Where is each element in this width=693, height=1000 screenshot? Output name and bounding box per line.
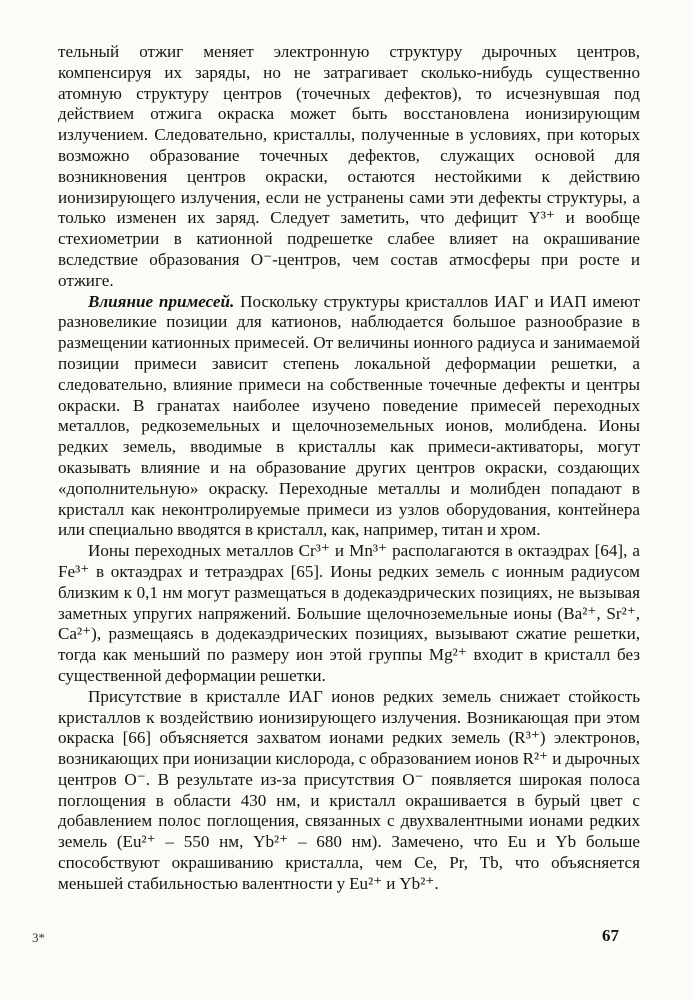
page-body xyxy=(58,42,640,895)
paragraph-impurities xyxy=(58,292,640,542)
section-runin-heading: Влияние примесей. xyxy=(88,291,235,311)
paragraph-impurities-text: Поскольку структуры кристаллов ИАГ и ИАП имеют разновеликие позиции для катионов, наблюдается большое разнообразие в размещении катионных примесей. От величины ионного радиуса и занимаемой позиции примеси зависит степень локальной деформации решетки, а следовательно, влияние примеси на собственные точечные дефекты и центры окраски. В гранатах наиболее изучено поведение примесей переходных металлов, редкоземельных и щелочноземельных ионов, молибдена. Ионы редких земель, вводимые в кристаллы как примеси-активаторы, могут оказывать влияние и на образование других центров окраски, создающих «дополнительную» окраску. Переходные металлы и молибден попадают в кристалл как неконтролируемые примеси из узлов оборудования, контейнера или специально вводятся в кристалл, как, например, титан и хром. xyxy=(58,291,640,540)
paragraph-rare-earths: Присутствие в кристалле ИАГ ионов редких земель снижает стойкость кристаллов к воздействию ионизирующего излучения. Возникающая при этом окраска [66] объясняется захватом ионами редких земель (R³⁺) электронов, возникающих при ионизации кислорода, с образованием ионов R²⁺ и дырочных центров O⁻. В результате из-за присутствия O⁻ появляется широкая полоса поглощения в области 430 нм, и кристалл окрашивается в бурый цвет с добавлением полос поглощения, связанных с двухвалентными ионами редких земель (Eu²⁺ – 550 нм, Yb²⁺ – 680 нм). Замечено, что Eu и Yb больше способствуют окрашиванию кристалла, чем Ce, Pr, Tb, что объясняется меньшей стабильностью валентности у Eu²⁺ и Yb²⁺. xyxy=(58,686,640,893)
paragraph-annealing: тельный отжиг меняет электронную структуру дырочных центров, компенсируя их заряды, но не затрагивает сколько-нибудь существенно атомную структуру центров (точечных дефектов), то исчезнувшая под действием отжига окраска может быть восстановлена ионизирующим излучением. Следовательно, кристаллы, полученные в условиях, при которых возможно образование точечных дефектов, служащих основой для возникновения центров окраски, остаются нестойкими к действию ионизирующего излучения, если не устранены сами эти дефекты структуры, а только изменен их заряд. Следует заметить, что дефицит Y³⁺ и вообще стехиометрии в катионной подрешетке слабее влияет на окрашивание вследствие образования O⁻-центров, чем состав атмосферы при росте и отжиге. xyxy=(58,42,640,290)
page-number: 67 xyxy=(602,926,619,945)
paragraph-transition-metals: Ионы переходных металлов Cr³⁺ и Mn³⁺ располагаются в октаэдрах [64], а Fe³⁺ в октаэдрах и тетраэдрах [65]. Ионы редких земель с ионным радиусом близким к 0,1 нм могут размещаться в додекаэдрических позициях, не вызывая заметных упругих напряжений. Большие щелочноземельные ионы (Ba²⁺, Sr²⁺, Ca²⁺), размещаясь в додекаэдрических позициях, вызывают сжатие решетки, тогда как меньший по размеру ион этой группы Mg²⁺ входит в кристалл без существенной деформации решетки. xyxy=(58,541,640,685)
signature-mark: 3* xyxy=(32,930,45,945)
